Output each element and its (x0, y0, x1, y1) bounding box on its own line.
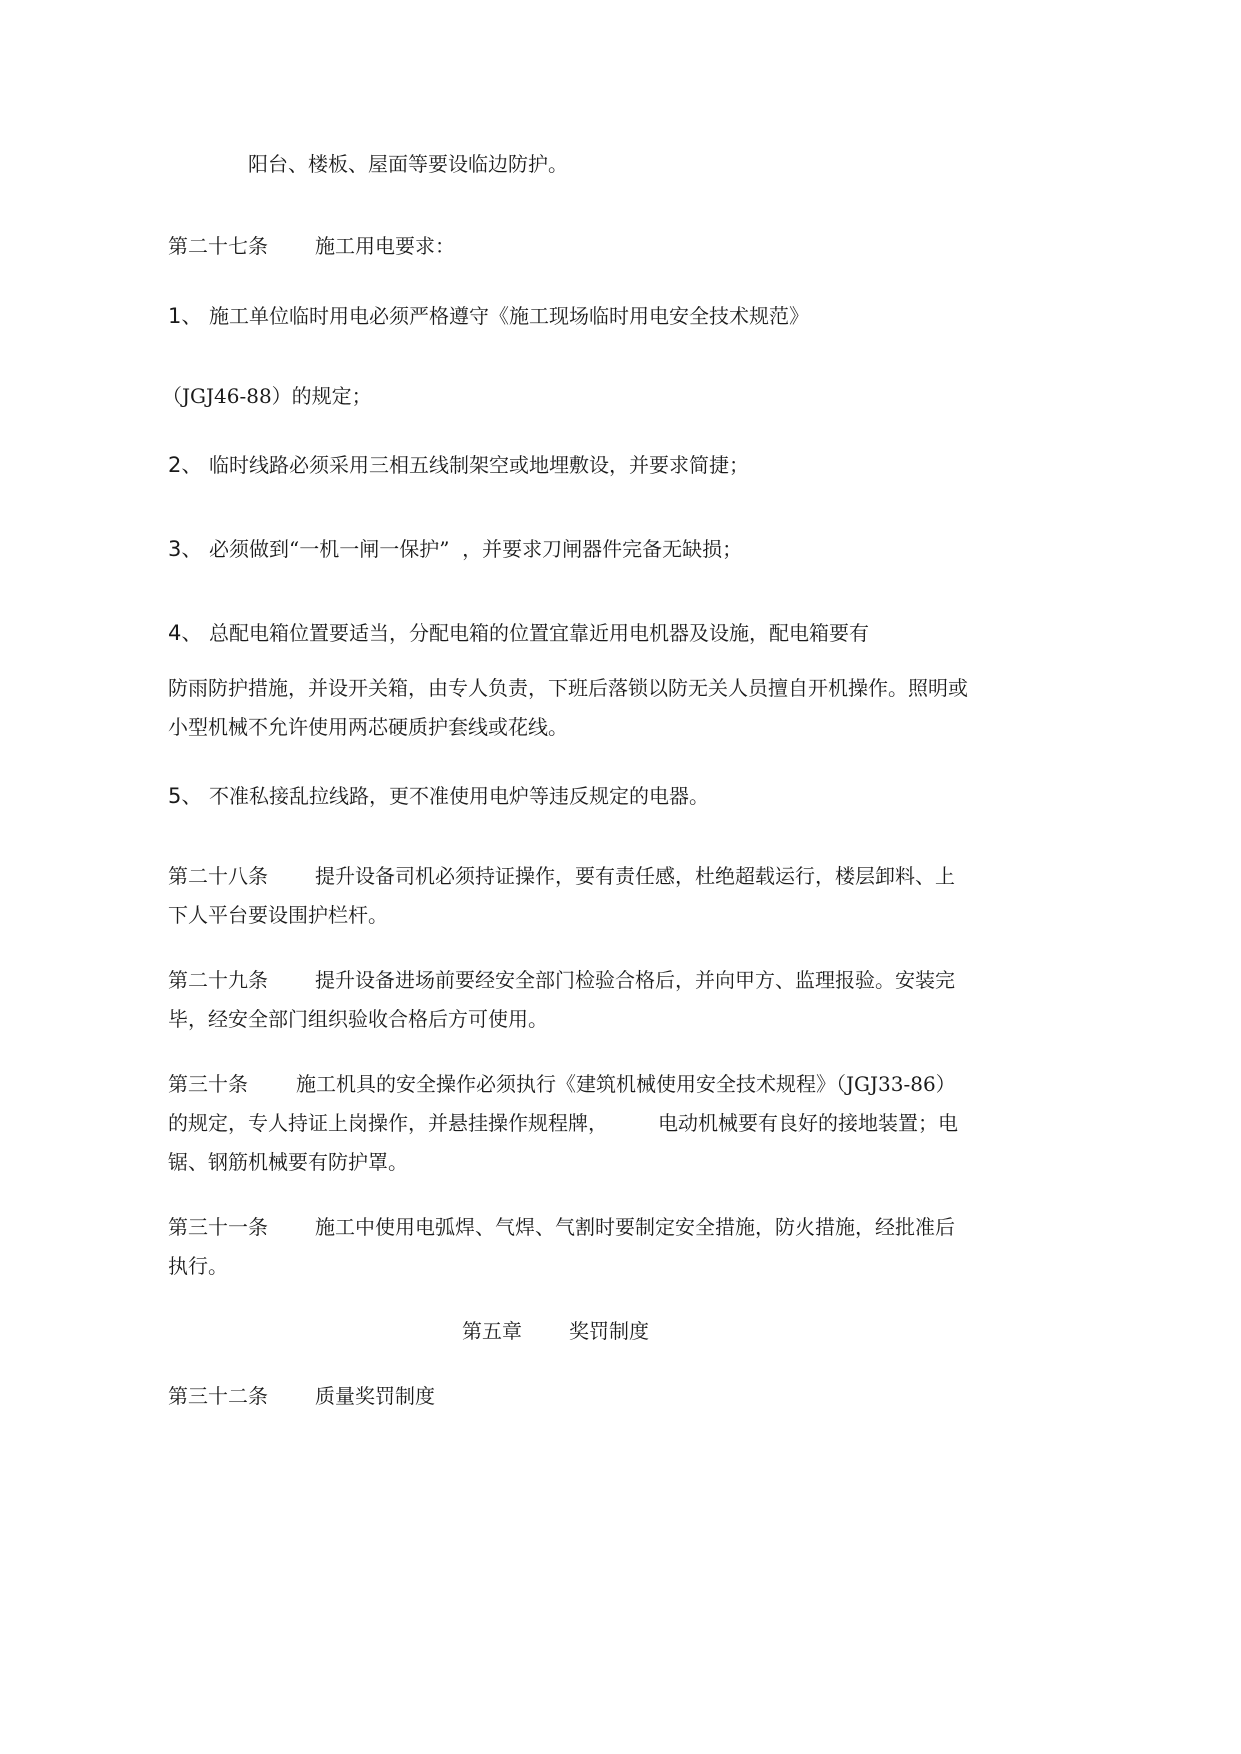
list-item-1-number: 1、 (168, 304, 203, 328)
paragraph-line: 阳台、楼板、屋面等要设临边防护。 (248, 152, 568, 176)
article-31-label: 第三十一条 (168, 1215, 268, 1239)
article-32-text: 质量奖罚制度 (315, 1384, 435, 1408)
list-item-2-number: 2、 (168, 453, 203, 477)
article-30-continuation-1a: 的规定，专人持证上岗操作，并悬挂操作规程牌， (168, 1111, 608, 1135)
article-28-continuation: 下人平台要设围护栏杆。 (168, 903, 388, 927)
article-29-label: 第二十九条 (168, 968, 268, 992)
list-item-4-text: 总配电箱位置要适当，分配电箱的位置宜靠近用电机器及设施，配电箱要有 (209, 621, 869, 645)
list-item-3-text: 必须做到“一机一闸一保护” ，并要求刀闸器件完备无缺损； (209, 537, 743, 561)
article-30-text: 施工机具的安全操作必须执行《建筑机械使用安全技术规程》（JGJ33-86） (296, 1072, 956, 1096)
article-28-label: 第二十八条 (168, 864, 268, 888)
list-item-5-text: 不准私接乱拉线路，更不准使用电炉等违反规定的电器。 (209, 784, 709, 808)
article-28-text: 提升设备司机必须持证操作，要有责任感，杜绝超载运行，楼层卸料、上 (315, 864, 955, 888)
list-item-1-text: 施工单位临时用电必须严格遵守《施工现场临时用电安全技术规范》 (209, 304, 809, 328)
article-27-text: 施工用电要求： (315, 234, 455, 258)
article-29-text: 提升设备进场前要经安全部门检验合格后，并向甲方、监理报验。安装完 (315, 968, 955, 992)
article-30-continuation-1b: 电动机械要有良好的接地装置；电 (658, 1111, 958, 1135)
article-30-label: 第三十条 (168, 1072, 248, 1096)
list-item-3-number: 3、 (168, 537, 203, 561)
chapter-5-title: 奖罚制度 (569, 1319, 649, 1343)
article-31-continuation: 执行。 (168, 1254, 228, 1278)
list-item-4-continuation-1: 防雨防护措施，并设开关箱，由专人负责，下班后落锁以防无关人员擅自开机操作。照明或 (168, 676, 968, 700)
article-31-text: 施工中使用电弧焊、气焊、气割时要制定安全措施，防火措施，经批准后 (315, 1215, 955, 1239)
article-29-continuation: 毕，经安全部门组织验收合格后方可使用。 (168, 1007, 548, 1031)
chapter-5-label: 第五章 (462, 1319, 522, 1343)
list-item-1-continuation: （JGJ46-88）的规定； (162, 384, 372, 408)
list-item-4-number: 4、 (168, 621, 203, 645)
list-item-5-number: 5、 (168, 784, 203, 808)
list-item-4-continuation-2: 小型机械不允许使用两芯硬质护套线或花线。 (168, 715, 568, 739)
article-27-label: 第二十七条 (168, 234, 268, 258)
list-item-2-text: 临时线路必须采用三相五线制架空或地埋敷设，并要求简捷； (209, 453, 749, 477)
article-30-continuation-2: 锯、钢筋机械要有防护罩。 (168, 1150, 408, 1174)
article-32-label: 第三十二条 (168, 1384, 268, 1408)
